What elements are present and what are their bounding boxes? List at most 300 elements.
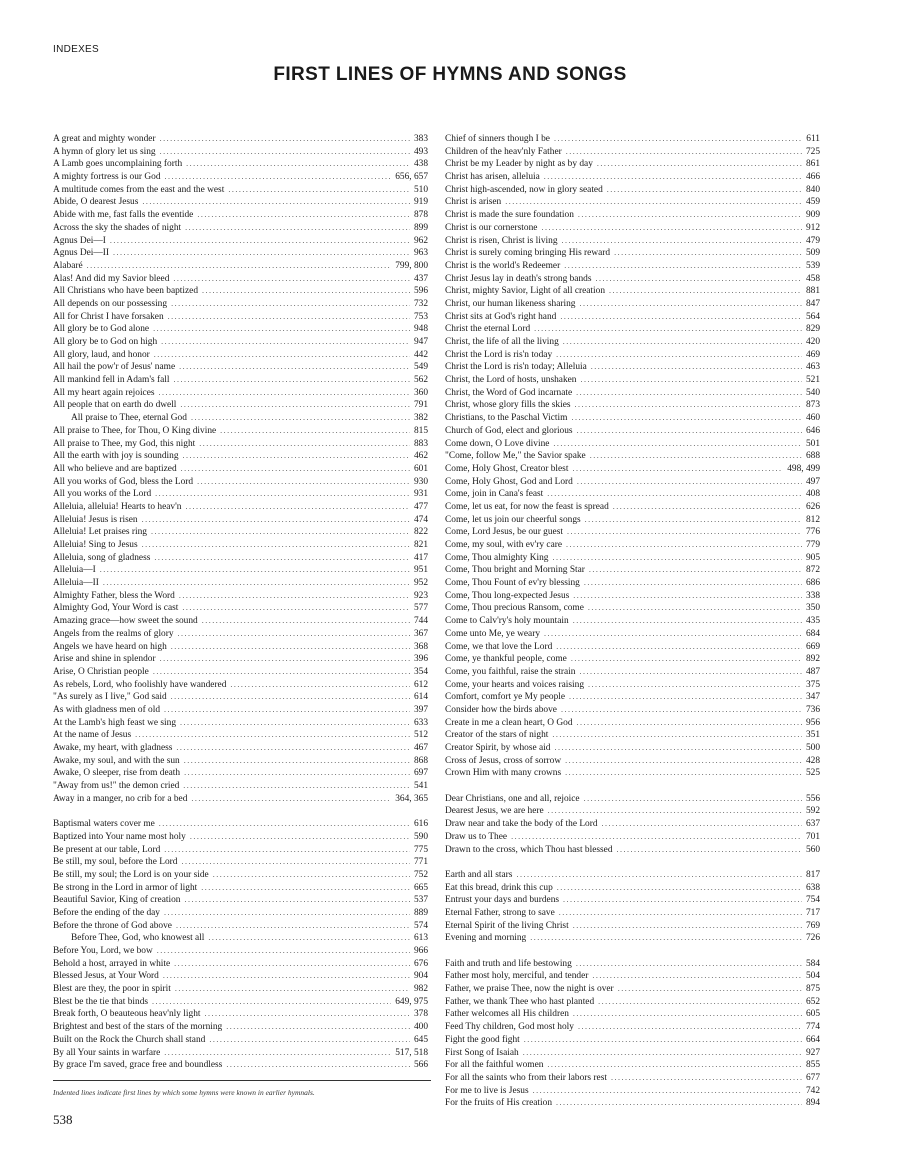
- hymn-number: 697: [413, 768, 428, 779]
- index-entry: [445, 184, 820, 197]
- hymn-number: 847: [805, 298, 820, 309]
- first-line-text: Come, my soul, with ev'ry care: [445, 540, 563, 550]
- dot-leader: [181, 463, 410, 476]
- dot-leader: [186, 158, 410, 171]
- dot-leader: [228, 184, 410, 197]
- first-line-text: Eat this bread, drink this cup: [445, 882, 553, 893]
- dot-leader: [613, 501, 802, 514]
- dot-leader: [592, 970, 802, 983]
- first-line-text: Fight the good fight: [445, 1034, 520, 1045]
- index-entry: [53, 298, 428, 311]
- first-line-text: By all Your saints in warfare: [53, 1047, 161, 1058]
- hymn-number: 521: [805, 375, 820, 386]
- hymn-number: 497: [805, 476, 820, 487]
- first-line-text: "Come, follow Me," the Savior spake: [445, 451, 586, 462]
- hymn-number: 560: [805, 844, 820, 855]
- hymn-number: 878: [413, 210, 428, 221]
- index-entry: [445, 704, 820, 717]
- dot-leader: [588, 679, 802, 692]
- dot-leader: [573, 590, 802, 603]
- first-line-text: Earth and all stars: [445, 869, 513, 880]
- first-line-text: Create in me a clean heart, O God: [445, 717, 573, 728]
- first-line-text: Amazing grace—how sweet the sound: [53, 616, 198, 627]
- dot-leader: [171, 641, 410, 654]
- index-entry: [53, 387, 428, 400]
- dot-leader: [579, 666, 802, 679]
- index-column-left: [53, 133, 428, 1072]
- index-entry: [445, 831, 820, 844]
- hymn-number: 736: [805, 704, 820, 715]
- first-line-text: Father welcomes all His children: [445, 1009, 569, 1020]
- dot-leader: [191, 793, 391, 806]
- first-line-text: Come, Holy Ghost, God and Lord: [445, 476, 573, 487]
- first-line-text: For the fruits of His creation: [445, 1098, 553, 1109]
- first-line-text: Before the ending of the day: [53, 907, 160, 918]
- dot-leader: [534, 323, 802, 336]
- hymn-number: 562: [413, 375, 428, 386]
- index-entry: [445, 869, 820, 882]
- hymn-number: 350: [805, 603, 820, 614]
- index-entry: [445, 260, 820, 273]
- dot-leader: [176, 920, 410, 933]
- first-line-text: All depends on our possessing: [53, 298, 168, 309]
- first-line-text: Come, Thou long-expected Jesus: [445, 590, 570, 601]
- dot-leader: [153, 323, 410, 336]
- first-line-text: Come, let us join our cheerful songs: [445, 514, 581, 525]
- hymn-number: 774: [805, 1022, 820, 1033]
- index-entry: [53, 438, 428, 451]
- index-entry: [53, 235, 428, 248]
- index-entry: [445, 755, 820, 768]
- dot-leader: [154, 349, 410, 362]
- hymn-number: 458: [805, 273, 820, 284]
- dot-leader: [191, 412, 410, 425]
- hymn-number: 577: [413, 603, 428, 614]
- dot-leader: [511, 831, 802, 844]
- first-line-text: Christ is arisen: [445, 197, 502, 208]
- dot-leader: [576, 387, 802, 400]
- first-line-text: Christians, to the Paschal Victim: [445, 413, 568, 424]
- hymn-number: 367: [413, 628, 428, 639]
- first-line-text: At the Lamb's high feast we sing: [53, 717, 177, 728]
- first-line-text: Be strong in the Lord in armor of light: [53, 882, 198, 893]
- dot-leader: [578, 209, 802, 222]
- hymn-number: 646: [805, 425, 820, 436]
- dot-leader: [175, 983, 410, 996]
- dot-leader: [152, 996, 391, 1009]
- first-line-text: Christ the Lord is ris'n today; Alleluia: [445, 362, 587, 373]
- first-line-text: Christ, whose glory fills the skies: [445, 400, 571, 411]
- index-entry: [445, 463, 820, 476]
- dot-leader: [607, 184, 802, 197]
- index-entry: [445, 247, 820, 260]
- first-line-text: Christ is surely coming bringing His reward: [445, 248, 611, 259]
- first-line-text: All praise to Thee, my God, this night: [53, 438, 196, 449]
- index-entry: [53, 1021, 428, 1034]
- dot-leader: [197, 476, 410, 489]
- hymn-number: 375: [805, 679, 820, 690]
- dot-leader: [588, 602, 802, 615]
- dot-leader: [571, 412, 802, 425]
- first-line-text: All praise to Thee, eternal God: [71, 413, 187, 424]
- dot-leader: [563, 336, 802, 349]
- first-line-text: Alleluia! Let praises ring: [53, 527, 147, 538]
- first-line-text: All glory, laud, and honor: [53, 349, 150, 360]
- dot-leader: [174, 374, 410, 387]
- first-line-text: Consider how the birds above: [445, 704, 557, 715]
- hymn-number: 652: [805, 996, 820, 1007]
- dot-leader: [560, 311, 802, 324]
- first-line-text: All people that on earth do dwell: [53, 400, 177, 411]
- first-line-text: Arise, O Christian people: [53, 666, 149, 677]
- hymn-number: 605: [805, 1009, 820, 1020]
- first-line-text: Awake, O sleeper, rise from death: [53, 768, 181, 779]
- hymn-number: 875: [805, 984, 820, 995]
- first-line-text: Come, Thou bright and Morning Star: [445, 565, 585, 576]
- first-line-text: Abide with me, fast falls the eventide: [53, 210, 194, 221]
- index-entry: [53, 285, 428, 298]
- dot-leader: [556, 349, 802, 362]
- index-entry: [445, 552, 820, 565]
- first-line-text: Draw near and take the body of the Lord: [445, 819, 598, 830]
- first-line-text: Come, Thou almighty King: [445, 552, 549, 563]
- dot-leader: [230, 679, 410, 692]
- index-entry: [53, 349, 428, 362]
- dot-leader: [208, 932, 410, 945]
- dot-leader: [164, 844, 410, 857]
- index-entry: [53, 146, 428, 159]
- first-line-text: Evening and morning: [445, 933, 527, 944]
- index-entry: [53, 1047, 428, 1060]
- first-line-text: Break forth, O beauteous heav'nly light: [53, 1009, 201, 1020]
- index-entry: [445, 285, 820, 298]
- hymn-number: 338: [805, 590, 820, 601]
- hymn-number: 684: [805, 628, 820, 639]
- index-entry: [53, 273, 428, 286]
- index-entry: [445, 133, 820, 146]
- first-line-text: Be still, my soul; the Lord is on your side: [53, 869, 209, 880]
- dot-leader: [578, 1021, 802, 1034]
- index-entry: [53, 1008, 428, 1021]
- hymn-number: 498, 499: [787, 463, 820, 474]
- dot-leader: [184, 755, 410, 768]
- first-line-text: Christ is made the sure foundation: [445, 210, 574, 221]
- first-line-text: Father, we thank Thee who hast planted: [445, 996, 595, 1007]
- index-entry: [53, 666, 428, 679]
- footnote-divider: [53, 1080, 431, 1081]
- first-line-text: Creator of the stars of night: [445, 730, 549, 741]
- first-line-text: For all the saints who from their labors rest: [445, 1072, 607, 1083]
- first-line-text: Angels we have heard on high: [53, 641, 167, 652]
- dot-leader: [577, 476, 802, 489]
- hymn-number: 956: [805, 717, 820, 728]
- index-entry: [53, 856, 428, 869]
- hymn-number: 822: [413, 527, 428, 538]
- hymn-number: 821: [413, 540, 428, 550]
- index-entry: [53, 222, 428, 235]
- hymn-number: 861: [805, 159, 820, 170]
- hymn-number: 601: [413, 463, 428, 474]
- index-entry: [445, 438, 820, 451]
- dot-leader: [159, 818, 410, 831]
- hymn-number: 537: [413, 895, 428, 906]
- index-entry: [53, 983, 428, 996]
- dot-leader: [565, 767, 802, 780]
- hymn-number: 726: [805, 933, 820, 944]
- index-entry: [445, 1072, 820, 1085]
- dot-leader: [565, 755, 802, 768]
- index-entry: [53, 818, 428, 831]
- hymn-number: 428: [805, 755, 820, 766]
- index-entry: [445, 1008, 820, 1021]
- index-group: [445, 793, 820, 856]
- first-line-text: Christ is our cornerstone: [445, 222, 538, 233]
- dot-leader: [180, 717, 410, 730]
- index-entry: [53, 932, 428, 945]
- dot-leader: [184, 894, 409, 907]
- hymn-number: 873: [805, 400, 820, 411]
- hymn-number: 541: [413, 781, 428, 792]
- dot-leader: [573, 615, 802, 628]
- index-entry: [445, 374, 820, 387]
- dot-leader: [220, 425, 410, 438]
- index-entry: [53, 653, 428, 666]
- dot-leader: [155, 488, 410, 501]
- hymn-number: 649, 975: [395, 996, 428, 1007]
- index-entry: [445, 1097, 820, 1110]
- index-entry: [53, 691, 428, 704]
- hymn-number: 487: [805, 666, 820, 677]
- index-entry: [53, 615, 428, 628]
- dot-leader: [180, 399, 410, 412]
- hymn-number: 556: [805, 793, 820, 804]
- hymn-number: 676: [413, 958, 428, 969]
- hymn-number: 596: [413, 286, 428, 297]
- first-line-text: First Song of Isaiah: [445, 1047, 519, 1058]
- hymn-number: 725: [805, 146, 820, 157]
- hymn-number: 912: [805, 222, 820, 233]
- index-entry: [445, 590, 820, 603]
- first-line-text: All praise to Thee, for Thou, O King divine: [53, 425, 217, 436]
- hymn-number: 923: [413, 590, 428, 601]
- dot-leader: [182, 602, 410, 615]
- dot-leader: [153, 666, 410, 679]
- index-entry: [53, 767, 428, 780]
- first-line-text: Come, Thou Fount of ev'ry blessing: [445, 578, 580, 589]
- hymn-number: 493: [413, 146, 428, 157]
- first-line-text: Blest are they, the poor in spirit: [53, 984, 171, 995]
- first-line-text: Come unto Me, ye weary: [445, 628, 541, 639]
- hymn-number: 525: [805, 768, 820, 779]
- index-entry: [445, 894, 820, 907]
- index-entry: [445, 539, 820, 552]
- first-line-text: Baptized into Your name most holy: [53, 831, 186, 842]
- dot-leader: [113, 247, 410, 260]
- hymn-number: 360: [413, 387, 428, 398]
- index-entry: [445, 564, 820, 577]
- dot-leader: [552, 552, 801, 565]
- index-entry: [53, 869, 428, 882]
- first-line-text: Away in a manger, no crib for a bed: [53, 793, 188, 804]
- dot-leader: [590, 450, 802, 463]
- index-group: [53, 818, 428, 1072]
- hymn-number: 752: [413, 869, 428, 880]
- first-line-text: Come, we that love the Lord: [445, 641, 553, 652]
- dot-leader: [135, 729, 410, 742]
- dot-leader: [584, 793, 802, 806]
- index-entry: [445, 602, 820, 615]
- index-entry: [445, 996, 820, 1009]
- hymn-number: 616: [413, 819, 428, 830]
- hymn-number: 656, 657: [395, 172, 428, 183]
- first-line-text: A multitude comes from the east and the west: [53, 184, 225, 195]
- first-line-text: Baptismal waters cover me: [53, 819, 155, 830]
- dot-leader: [524, 1034, 802, 1047]
- first-line-text: Christ sits at God's right hand: [445, 311, 557, 322]
- dot-leader: [602, 818, 802, 831]
- index-entry: [53, 425, 428, 438]
- dot-leader: [183, 450, 410, 463]
- dot-leader: [174, 958, 410, 971]
- first-line-text: Chief of sinners though I be: [445, 134, 550, 144]
- dot-leader: [100, 564, 410, 577]
- first-line-text: Christ high-ascended, now in glory seated: [445, 184, 603, 195]
- index-entry: [445, 336, 820, 349]
- hymn-number: 966: [413, 946, 428, 956]
- first-line-text: Almighty Father, bless the Word: [53, 590, 175, 601]
- dot-leader: [533, 1085, 802, 1098]
- hymn-number: 590: [413, 831, 428, 842]
- footnote: Indented lines indicate first lines by which some hymns were known in earlier hymnals.: [53, 1088, 315, 1097]
- hymn-number: 881: [805, 286, 820, 297]
- page-number: 538: [53, 1112, 73, 1127]
- index-entry: [53, 920, 428, 933]
- hymn-number: 517, 518: [395, 1047, 428, 1058]
- first-line-text: Come, you faithful, raise the strain: [445, 666, 576, 677]
- hymn-number: 474: [413, 514, 428, 525]
- dot-leader: [87, 260, 392, 273]
- dot-leader: [161, 336, 410, 349]
- hymn-number: 754: [805, 895, 820, 906]
- hymn-number: 501: [805, 438, 820, 449]
- index-entry: [445, 222, 820, 235]
- dot-leader: [199, 438, 410, 451]
- index-entry: [445, 907, 820, 920]
- hymn-number: 504: [805, 971, 820, 982]
- first-line-text: Across the sky the shades of night: [53, 222, 182, 233]
- hymn-number: 962: [413, 235, 428, 246]
- first-line-text: Drawn to the cross, which Thou hast blessed: [445, 844, 613, 855]
- first-line-text: Dear Christians, one and all, rejoice: [445, 793, 580, 804]
- index-entry: [445, 818, 820, 831]
- index-entry: [445, 882, 820, 895]
- index-entry: [53, 488, 428, 501]
- dot-leader: [163, 970, 410, 983]
- hymn-number: 771: [413, 857, 428, 868]
- index-entry: [53, 196, 428, 209]
- first-line-text: Christ the Lord is ris'n today: [445, 349, 553, 360]
- index-entry: [445, 958, 820, 971]
- dot-leader: [160, 653, 410, 666]
- dot-leader: [566, 539, 802, 552]
- first-line-text: Blest be the tie that binds: [53, 996, 149, 1007]
- hymn-number: 400: [413, 1022, 428, 1033]
- dot-leader: [595, 273, 801, 286]
- index-entry: [53, 539, 428, 552]
- dot-leader: [201, 882, 410, 895]
- first-line-text: Draw us to Thee: [445, 831, 508, 842]
- index-entry: [445, 171, 820, 184]
- index-entry: [445, 146, 820, 159]
- index-entry: [53, 628, 428, 641]
- index-entry: [53, 514, 428, 527]
- hymn-number: 408: [805, 489, 820, 500]
- dot-leader: [173, 273, 410, 286]
- index-entry: [445, 273, 820, 286]
- index-entry: [53, 894, 428, 907]
- dot-leader: [523, 1047, 802, 1060]
- index-entry: [53, 311, 428, 324]
- index-entry: [53, 158, 428, 171]
- first-line-text: "Away from us!" the demon cried: [53, 781, 180, 792]
- page-title: FIRST LINES OF HYMNS AND SONGS: [273, 64, 627, 85]
- index-entry: [445, 920, 820, 933]
- first-line-text: Alas! And did my Savior bleed: [53, 273, 170, 284]
- hymn-number: 479: [805, 235, 820, 246]
- index-entry: [53, 996, 428, 1009]
- dot-leader: [213, 869, 410, 882]
- hymn-number: 717: [805, 907, 820, 918]
- first-line-text: All the earth with joy is sounding: [53, 451, 179, 462]
- dot-leader: [159, 387, 410, 400]
- hymn-number: 417: [413, 552, 428, 563]
- index-entry: [53, 717, 428, 730]
- first-line-text: For all the faithful women: [445, 1060, 544, 1071]
- index-entry: [445, 1047, 820, 1060]
- dot-leader: [564, 260, 802, 273]
- dot-leader: [556, 1097, 802, 1110]
- index-entry: [445, 1021, 820, 1034]
- hymn-number: 894: [805, 1098, 820, 1109]
- index-entry: [445, 679, 820, 692]
- dot-leader: [569, 691, 802, 704]
- hymn-number: 753: [413, 311, 428, 322]
- hymn-number: 539: [805, 260, 820, 271]
- dot-leader: [577, 425, 802, 438]
- first-line-text: Children of the heav'nly Father: [445, 146, 562, 157]
- hymn-number: 437: [413, 273, 428, 284]
- first-line-text: Be present at our table, Lord: [53, 844, 161, 855]
- hymn-number: 438: [413, 159, 428, 170]
- index-entry: [445, 717, 820, 730]
- hymn-number: 566: [413, 1060, 428, 1071]
- index-entry: [53, 171, 428, 184]
- hymn-number: 382: [413, 413, 428, 424]
- hymn-number: 466: [805, 172, 820, 183]
- dot-leader: [103, 577, 410, 590]
- index-entry: [53, 907, 428, 920]
- dot-leader: [168, 311, 410, 324]
- hymn-number: 812: [805, 514, 820, 525]
- dot-leader: [547, 1059, 802, 1072]
- index-entry: [445, 526, 820, 539]
- first-line-text: Abide, O dearest Jesus: [53, 197, 139, 208]
- index-entry: [53, 133, 428, 146]
- index-entry: [53, 450, 428, 463]
- first-line-text: Arise and shine in splendor: [53, 654, 156, 665]
- first-line-text: Dearest Jesus, we are here: [445, 806, 544, 817]
- first-line-text: Alleluia—II: [53, 578, 99, 589]
